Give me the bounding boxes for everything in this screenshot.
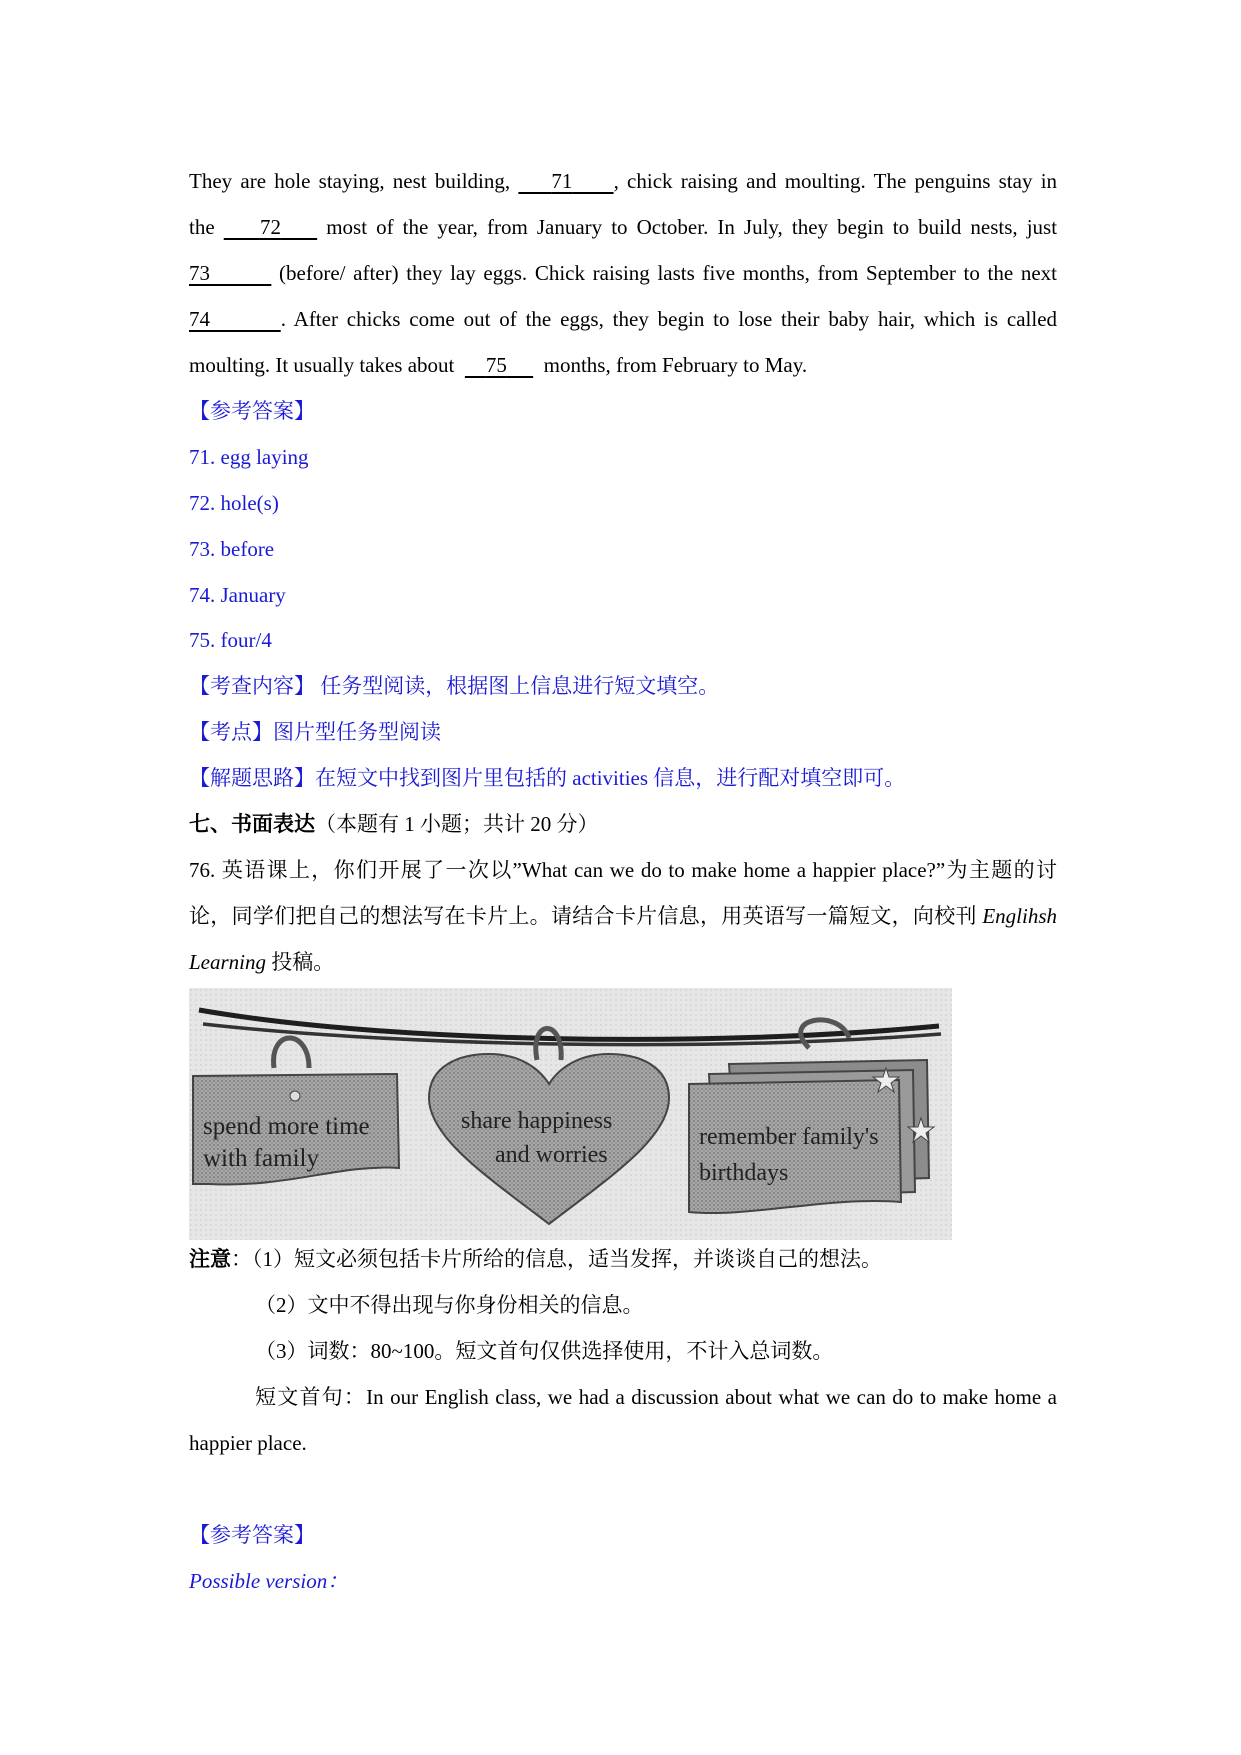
answer-74: 74. January bbox=[189, 583, 286, 607]
analysis-content: 【考查内容】 任务型阅读，根据图上信息进行短文填空。 bbox=[189, 674, 720, 698]
passage-line-1: They are hole staying, nest building, 71 , chick raising and moulting. The penguins stay in bbox=[189, 169, 1058, 193]
analysis-point: 【考点】图片型任务型阅读 bbox=[189, 720, 441, 744]
blank-75: 75 bbox=[485, 353, 507, 377]
possible-version-label: Possible version： bbox=[189, 1569, 349, 1593]
blank-73: 73 bbox=[189, 261, 210, 285]
blank-74: 74 bbox=[189, 307, 210, 331]
cards-illustration bbox=[189, 988, 952, 1240]
passage-line-5: moulting. It usually takes about 75 months, from February to May. bbox=[189, 353, 808, 377]
card1-text-line1: spend more time bbox=[203, 1113, 370, 1140]
answer-75: 75. four/4 bbox=[189, 628, 272, 652]
blank-71: 71 bbox=[551, 169, 573, 193]
writing-section-title: 七、书面表达（本题有 1 小题；共计 20 分） bbox=[189, 812, 599, 836]
passage-line-4: 74 . After chicks come out of the eggs, they begin to lose their baby hair, which is called bbox=[189, 307, 1058, 331]
card3-text-line2: birthdays bbox=[699, 1160, 789, 1186]
first-sentence-line-1: 短文首句：In our English class, we had a discussion about what we can do to make home a bbox=[255, 1385, 1057, 1409]
reference-heading: 【参考答案】 bbox=[189, 1523, 315, 1547]
card2-text-line1: share happiness bbox=[461, 1108, 613, 1134]
passage-line-3: 73 (before/ after) they lay eggs. Chick raising lasts five months, from September to the next bbox=[189, 261, 1057, 285]
card1-text-line2: with family bbox=[203, 1145, 319, 1172]
blank-72: 72 bbox=[259, 215, 281, 239]
analysis-thinking: 【解题思路】在短文中找到图片里包括的 activities 信息，进行配对填空即可。 bbox=[189, 766, 906, 790]
note-3: （3）词数：80~100。短文首句仅供选择使用，不计入总词数。 bbox=[255, 1339, 834, 1363]
card2-text-line2: and worries bbox=[495, 1142, 608, 1168]
note-1: 注意：（1）短文必须包括卡片所给的信息，适当发挥，并谈谈自己的想法。 bbox=[189, 1247, 882, 1271]
answer-71: 71. egg laying bbox=[189, 445, 309, 469]
writing-question-line-2: 论，同学们把自己的想法写在卡片上。请结合卡片信息，用英语写一篇短文，向校刊 Englihsh bbox=[189, 904, 1058, 928]
answer-72: 72. hole(s) bbox=[189, 491, 279, 515]
note-2: （2）文中不得出现与你身份相关的信息。 bbox=[255, 1293, 644, 1317]
writing-question-line-1: 76. 英语课上，你们开展了一次以”What can we do to make home a happier place?”为主题的讨 bbox=[189, 858, 1057, 882]
card3-text-line1: remember family's bbox=[699, 1124, 879, 1150]
passage-line-2: the 72 most of the year, from January to October. In July, they begin to build nests, just bbox=[189, 215, 1058, 239]
answer-73: 73. before bbox=[189, 537, 275, 561]
answers-heading: 【参考答案】 bbox=[189, 399, 315, 423]
first-sentence-line-2: happier place. bbox=[189, 1431, 307, 1455]
writing-question-line-3: Learning 投稿。 bbox=[189, 950, 335, 974]
card1-hole bbox=[290, 1091, 300, 1101]
